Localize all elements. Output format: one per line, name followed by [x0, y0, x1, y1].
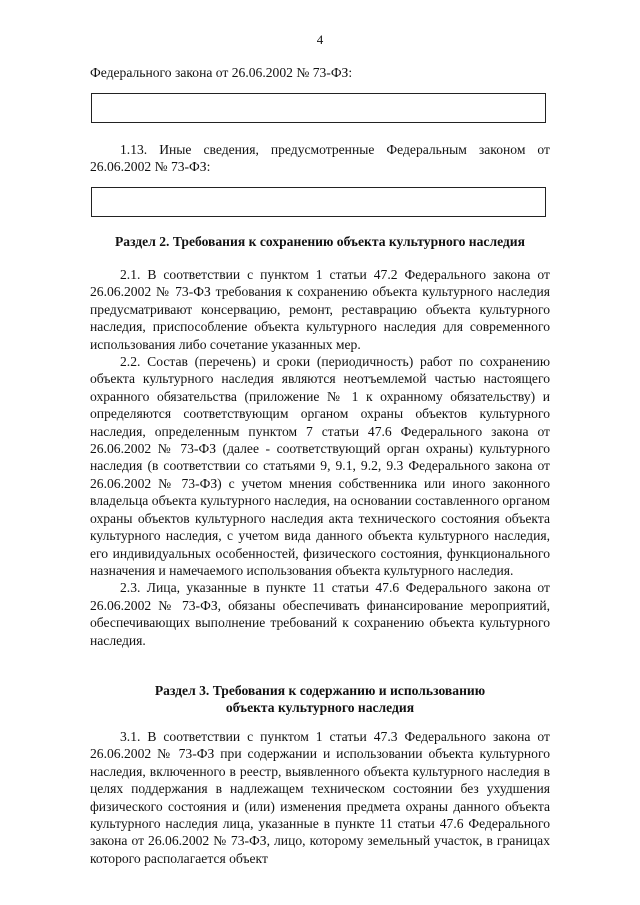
section-3-title: [80, 682, 560, 717]
field-box-1-13[interactable]: [91, 187, 546, 217]
page-number: 4: [316, 32, 324, 47]
field-box-1-12[interactable]: [91, 93, 546, 123]
paragraph-2-3: 2.3. Лица, указанные в пункте 11 статьи 47.6 Федерального закона от 26.06.2002 № 73-ФЗ, обязаны обеспечивать финансирование мероприятий, обеспечивающих выполнение требований к сохранению объекта культурного наследия.: [90, 580, 550, 648]
section-3-title-line-1: Раздел 3. Требования к содержанию и использованию: [154, 683, 486, 698]
paragraph-2-2: 2.2. Состав (перечень) и сроки (периодичность) работ по сохранению объекта культурного наследия являются неотъемлемой частью настоящего охранного обязательства (приложение № 1 к охранному обязательству) и определяются соответствующим органом охраны объектов культурного наследия, определенным пунктом 7 статьи 47.6 Федерального закона от 26.06.2002 № 73-ФЗ (далее - соответствующий орган охраны) культурного наследия (в соответствии со статьями 9, 9.1, 9.2, 9.3 Федерального закона от 26.06.2002 № 73-ФЗ) с учетом мнения собственника или иного законного владельца объекта культурного наследия, на основании составленного органом охраны объектов культурного наследия акта технического состояния объекта культурного наследия, с учетом вида данного объекта культурного наследия, его индивидуальных особенностей, физического состояния, функционального назначения и намечаемого использования объекта культурного наследия.: [90, 354, 550, 578]
section-3-title-line-2: объекта культурного наследия: [225, 700, 415, 716]
intro-line: Федерального закона от 26.06.2002 № 73-ФЗ:: [90, 65, 353, 80]
section-3-body: [90, 728, 550, 867]
paragraph-2-1: 2.1. В соответствии с пунктом 1 статьи 47.2 Федерального закона от 26.06.2002 № 73-ФЗ требования к сохранению объекта культурного наследия предусматривают консервацию, ремонт, реставрацию объекта культурного наследия, приспособление объекта культурного наследия для современного использования либо сочетание указанных мер.: [90, 267, 550, 352]
field-1-13-label: 1.13. Иные сведения, предусмотренные Федеральным законом от 26.06.2002 № 73-ФЗ:: [90, 142, 550, 175]
field-1-13-block: [90, 141, 550, 176]
intro-line-block: [90, 64, 550, 81]
section-2-body: [90, 266, 550, 649]
paragraph-3-1: 3.1. В соответствии с пунктом 1 статьи 47.3 Федерального закона от 26.06.2002 № 73-ФЗ при содержании и использовании объекта культурного наследия, включенного в реестр, выявленного объекта культурного наследия в целях поддержания в надлежащем техническом состоянии без ухудшения физического состояния и (или) изменения предмета охраны данного объекта культурного наследия лица, указанные в пункте 11 статьи 47.6 Федерального закона от 26.06.2002 № 73-ФЗ, лицо, которому земельный участок, в границах которого располагается объект: [90, 729, 550, 866]
section-2-title: Раздел 2. Требования к сохранению объекта культурного наследия: [114, 234, 525, 249]
